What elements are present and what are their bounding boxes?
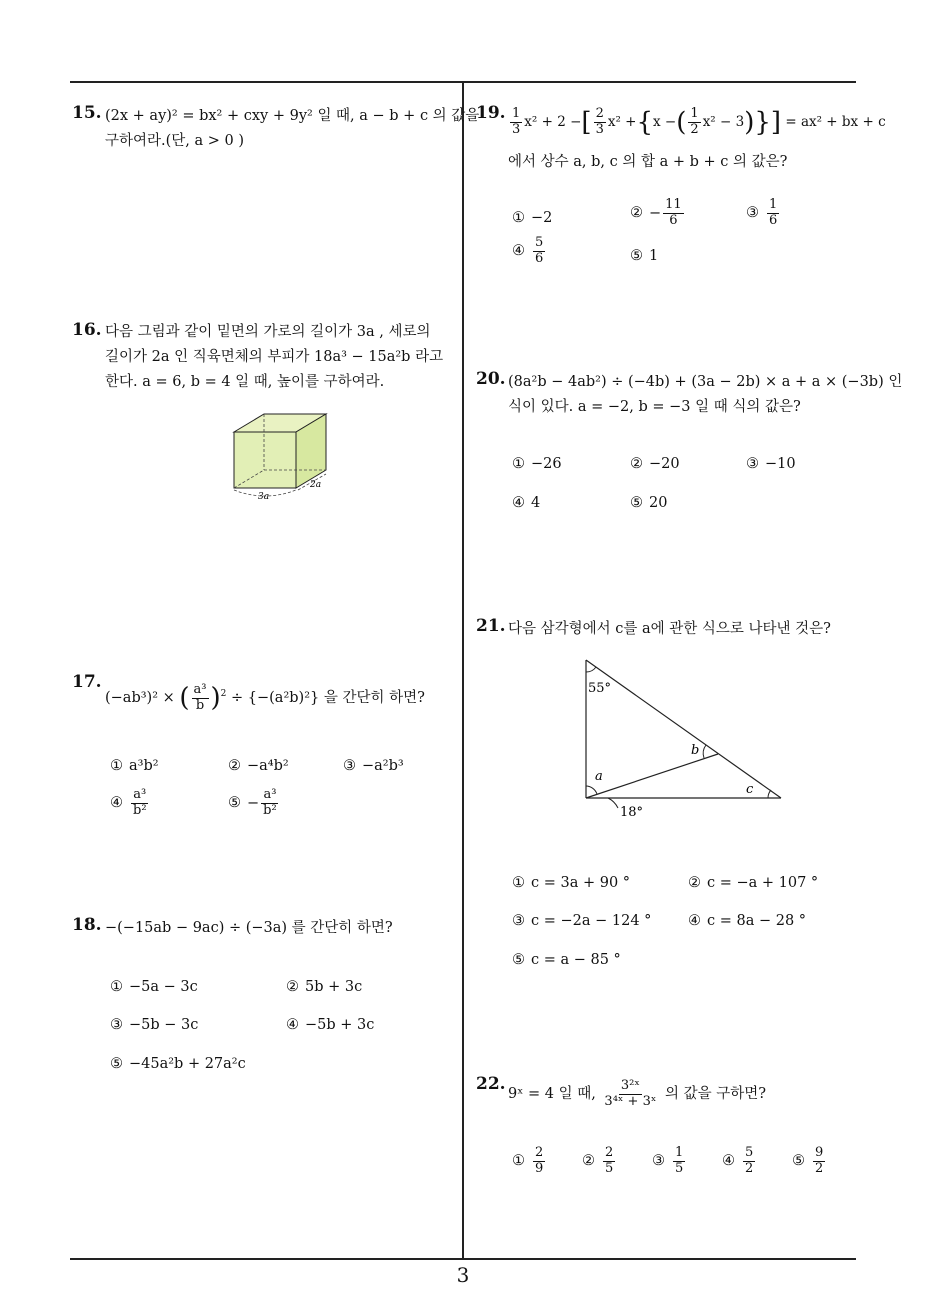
question-expression: $\frac{1}{3}$ x² + 2 −[ $\frac{2}{3}$ x² +{x −( $\frac{1}{2}$ x² − 3)}] = ax² + bx + c [512,106,886,138]
question-text: 다음 그림과 같이 밑면의 가로의 길이가 3a , 세로의 [105,324,431,340]
question-number: 16. [72,320,102,340]
choice-1[interactable]: ① −5a − 3c [110,979,198,995]
choice-3[interactable]: ③ $\frac{1}{6}$ [746,197,778,228]
choice-4[interactable]: ④ $\frac{5}{6}$ [512,235,544,266]
choice-2[interactable]: ② −a⁴b² [228,758,289,774]
width-label: 3a [258,492,270,502]
choice-1[interactable]: ① a³b² [110,758,159,774]
choice-3[interactable]: ③ $\frac{1}{5}$ [652,1145,684,1176]
question-text: 길이가 2a 인 직육면체의 부피가 18a³ − 15a²b 라고 [105,349,444,365]
column-divider [462,82,464,1260]
choice-3[interactable]: ③ −a²b³ [343,758,404,774]
choice-1[interactable]: ① −26 [512,456,562,472]
paren-close: ) [210,683,221,713]
exponent: 2 [220,689,227,700]
question-expression: 9ˣ = 4 일 때, $\frac{\text{3²ˣ}}{\text{3⁴ˣ + 3ˣ}}$ 의 값을 구하면? [508,1077,767,1109]
depth-label: 2a [310,480,322,490]
choice-2[interactable]: ② 5b + 3c [286,979,363,995]
question-number: 22. [476,1074,506,1094]
choice-1[interactable]: ① c = 3a + 90 ° [512,875,631,891]
question-text: 구하여라.(단, a > 0 ) [105,133,245,149]
angle-b-label: b [691,743,700,758]
paren-open: ( [179,683,190,713]
page-number: 3 [456,1263,470,1287]
choice-4[interactable]: ④ −5b + 3c [286,1017,375,1033]
choice-1[interactable]: ① −2 [512,210,553,226]
choice-3[interactable]: ③ −10 [746,456,796,472]
cuboid-figure [228,410,338,505]
question-number: 17. [72,672,102,692]
choice-5[interactable]: ⑤ 1 [630,248,659,264]
choice-3[interactable]: ③ −5b − 3c [110,1017,199,1033]
expr-part: ÷ {−(a²b)²} 을 간단히 하면? [231,690,425,706]
question-text: (2x + ay)² = bx² + cxy + 9y² 일 때, a − b + c 의 값을 [105,108,480,124]
choice-2[interactable]: ② − $\frac{11}{6}$ [630,197,682,228]
question-text: (8a²b − 4ab²) ÷ (−4b) + (3a − 2b) × a + a × (−3b) 인 [508,374,903,390]
angle-c-label: c [746,782,754,797]
choice-4[interactable]: ④ $\frac{\text{a³}}{\text{b²}}$ [110,787,147,818]
choice-5[interactable]: ⑤ −45a²b + 27a²c [110,1056,246,1072]
choice-4[interactable]: ④ c = 8a − 28 ° [688,913,807,929]
question-number: 15. [72,103,102,123]
angle-55-label: 55° [588,681,612,696]
question-number: 21. [476,616,506,636]
fraction [192,683,209,714]
choice-5[interactable]: ⑤ c = a − 85 ° [512,952,621,968]
question-text: 한다. a = 6, b = 4 일 때, 높이를 구하여라. [105,374,385,390]
question-text: 에서 상수 a, b, c 의 합 a + b + c 의 값은? [508,154,788,170]
numerator: a³ [193,681,207,697]
question-expression [105,680,425,716]
question-text: 다음 삼각형에서 c를 a에 관한 식으로 나타낸 것은? [508,621,831,637]
fraction: $\frac{\text{3²ˣ}}{\text{3⁴ˣ + 3ˣ}}$ [604,1077,657,1109]
choice-3[interactable]: ③ c = −2a − 124 ° [512,913,652,929]
choice-4[interactable]: ④ $\frac{5}{2}$ [722,1145,754,1176]
choice-4[interactable]: ④ 4 [512,495,541,511]
expr-part: (−ab³)² × [105,690,175,706]
question-text: −(−15ab − 9ac) ÷ (−3a) 를 간단히 하면? [105,920,393,936]
choice-2[interactable]: ② c = −a + 107 ° [688,875,819,891]
choice-5[interactable]: ⑤ − $\frac{\text{a³}}{\text{b²}}$ [228,787,277,818]
choice-5[interactable]: ⑤ $\frac{9}{2}$ [792,1145,824,1176]
angle-a-label: a [595,769,603,784]
choice-5[interactable]: ⑤ 20 [630,495,668,511]
angle-18-label: 18° [620,805,644,820]
question-number: 20. [476,369,506,389]
choice-1[interactable]: ① $\frac{2}{9}$ [512,1145,544,1176]
choice-2[interactable]: ② −20 [630,456,680,472]
question-text: 식이 있다. a = −2, b = −3 일 때 식의 값은? [508,399,801,415]
denominator: b [195,697,205,713]
question-number: 19. [476,103,506,123]
triangle-figure [578,650,793,825]
choice-2[interactable]: ② $\frac{2}{5}$ [582,1145,614,1176]
bottom-rule [70,1258,856,1260]
question-number: 18. [72,915,102,935]
